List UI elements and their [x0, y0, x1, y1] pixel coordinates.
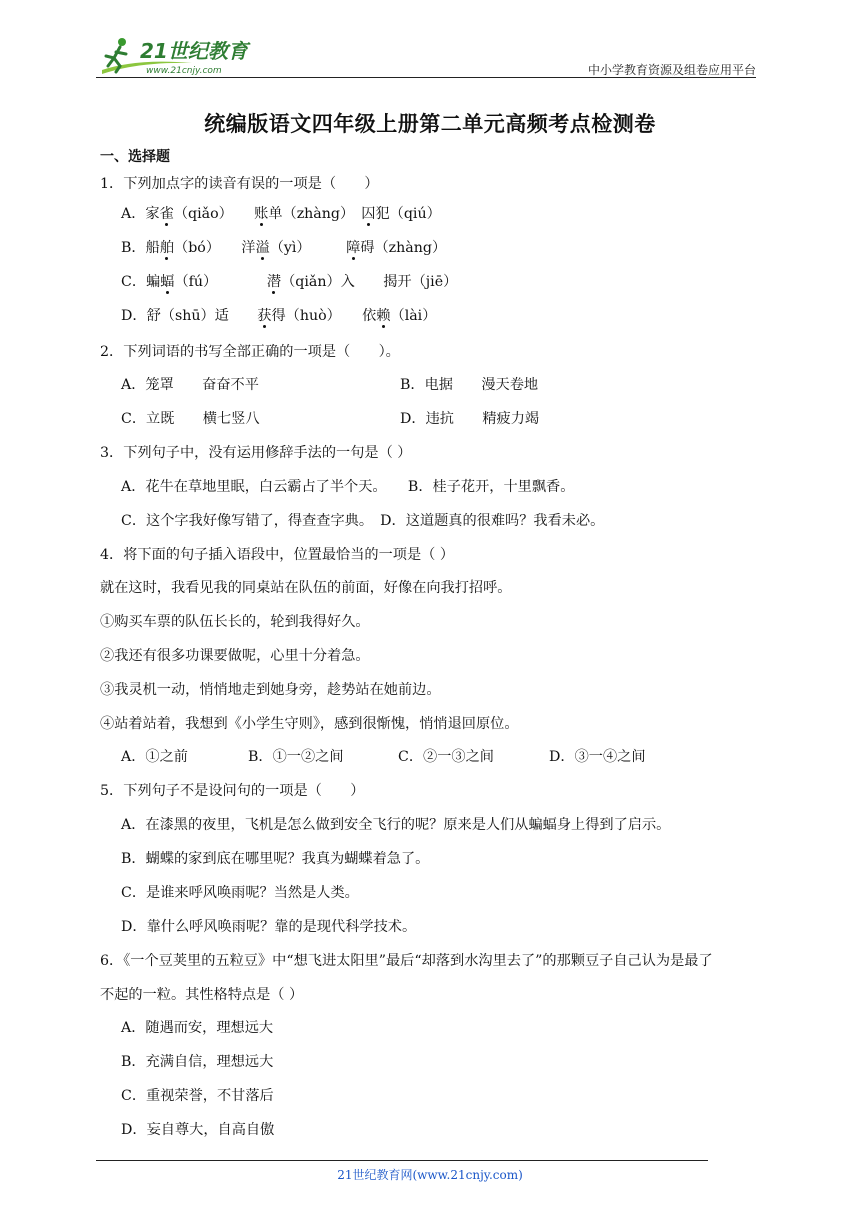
section-heading: 一、选择题: [100, 149, 170, 165]
q4-option-c: C．②一③之间: [398, 749, 494, 765]
text-run: （qiǎo）: [173, 206, 255, 222]
q4-s3: ③我灵机一动，悄悄地走到她身旁，趁势站在她前边。: [100, 682, 441, 698]
q2-option-d: D．违抗 精疲力竭: [400, 411, 540, 427]
dotted-char: 蝠: [160, 274, 175, 290]
q6-option-d: D．妄自尊大，自高自傲: [121, 1122, 275, 1138]
dotted-char: 溢: [255, 240, 270, 256]
q2-option-c: C．立既 横七竖八: [121, 411, 260, 427]
text-run: D．舒（shū）适: [121, 308, 258, 324]
q5-stem: 5．下列句子不是设问句的一项是（ ）: [100, 783, 365, 799]
q4-option-b: B．①一②之间: [248, 749, 344, 765]
q5-option-b: B．蝴蝶的家到底在哪里呢？我真为蝴蝶着急了。: [121, 851, 430, 867]
header-divider: [96, 77, 756, 78]
footer-divider: [96, 1160, 708, 1161]
q4-s1: ①购买车票的队伍长长的，轮到我得好久。: [100, 614, 370, 630]
text-run: C．蝙: [121, 274, 161, 290]
text-run: B．船: [121, 240, 160, 256]
page-header: [0, 0, 860, 82]
q4-option-d: D．③一④之间: [549, 749, 646, 765]
logo-text: 21世纪教育: [140, 39, 248, 63]
runner-logo-icon: [96, 36, 266, 80]
q2-stem: 2．下列词语的书写全部正确的一项是（ ）。: [100, 344, 400, 360]
text-run: 单（zhàng）: [268, 206, 362, 222]
logo-url: www.21cnjy.com: [146, 66, 222, 76]
q4-option-a: A．①之前: [121, 749, 188, 765]
text-run: （bó） 洋: [174, 240, 256, 256]
q6-stem-line2: 不起的一粒。其性格特点是（ ）: [100, 987, 304, 1003]
logo: [96, 36, 266, 80]
text-run: 犯（qiú）: [375, 206, 441, 222]
text-run: 碍（zhàng）: [360, 240, 447, 256]
text-run: （lài）: [390, 308, 437, 324]
text-run: （yì）: [269, 240, 347, 256]
text-run: （qiǎn）入 揭开（jiē）: [281, 274, 458, 290]
q5-option-d: D．靠什么呼风唤雨呢？靠的是现代科学技术。: [121, 919, 417, 935]
q6-option-a: A．随遇而安，理想远大: [121, 1020, 274, 1036]
dotted-char: 潜: [266, 274, 282, 290]
dotted-char: 获: [257, 308, 272, 324]
q1-option-d: [121, 306, 436, 326]
page-title: 统编版语文四年级上册第二单元高频考点检测卷: [204, 112, 656, 136]
q5-option-a: A．在漆黑的夜里，飞机是怎么做到安全飞行的呢？原来是人们从蝙蝠身上得到了启示。: [121, 817, 671, 833]
q4-s4: ④站着站着，我想到《小学生守则》，感到很惭愧，悄悄退回原位。: [100, 716, 519, 732]
q6-stem-line1: 6．《一个豆荚里的五粒豆》中“想飞进太阳里”最后“却落到水沟里去了”的那颗豆子自己认为是最了: [100, 953, 713, 969]
q1-option-a: [121, 204, 441, 224]
q2-option-a: A．笼罩 奋奋不平: [121, 377, 259, 393]
text-run: （fú）: [174, 274, 267, 290]
q4-s2: ②我还有很多功课要做呢，心里十分着急。: [100, 648, 370, 664]
q5-option-c: C．是谁来呼风唤雨呢？当然是人类。: [121, 885, 359, 901]
footer-link[interactable]: 21世纪教育网(www.21cnjy.com): [337, 1168, 523, 1182]
platform-label: 中小学教育资源及组卷应用平台: [587, 63, 756, 77]
q1-option-c: [121, 272, 457, 292]
text-run: A．家: [121, 206, 160, 222]
q3-options-ab: A．花牛在草地里眠，白云霸占了半个天。 B．桂子花开，十里飘香。: [121, 479, 575, 495]
q4-stem: 4．将下面的句子插入语段中，位置最恰当的一项是（ ）: [100, 547, 455, 563]
q6-option-b: B．充满自信，理想远大: [121, 1054, 274, 1070]
dotted-char: 赖: [376, 308, 391, 324]
q6-option-c: C．重视荣誉，不甘落后: [121, 1088, 274, 1104]
q3-stem: 3．下列句子中，没有运用修辞手法的一句是（ ）: [100, 445, 412, 461]
q4-sentence: 就在这时，我看见我的同桌站在队伍的前面，好像在向我打招呼。: [100, 580, 512, 596]
dotted-char: 障: [346, 240, 361, 256]
dotted-char: 舶: [159, 240, 175, 256]
text-run: 得（huò） 依: [271, 308, 377, 324]
q1-stem: 1．下列加点字的读音有误的一项是（ ）: [100, 176, 379, 192]
q2-option-b: B．电据 漫天卷地: [400, 377, 539, 393]
q1-option-b: [121, 238, 446, 258]
dotted-char: 账: [254, 206, 269, 222]
q3-options-cd: C．这个字我好像写错了，得查查字典。 D．这道题真的很难吗？我看未必。: [121, 513, 605, 529]
dotted-char: 囚: [361, 206, 376, 222]
dotted-char: 雀: [159, 206, 174, 222]
